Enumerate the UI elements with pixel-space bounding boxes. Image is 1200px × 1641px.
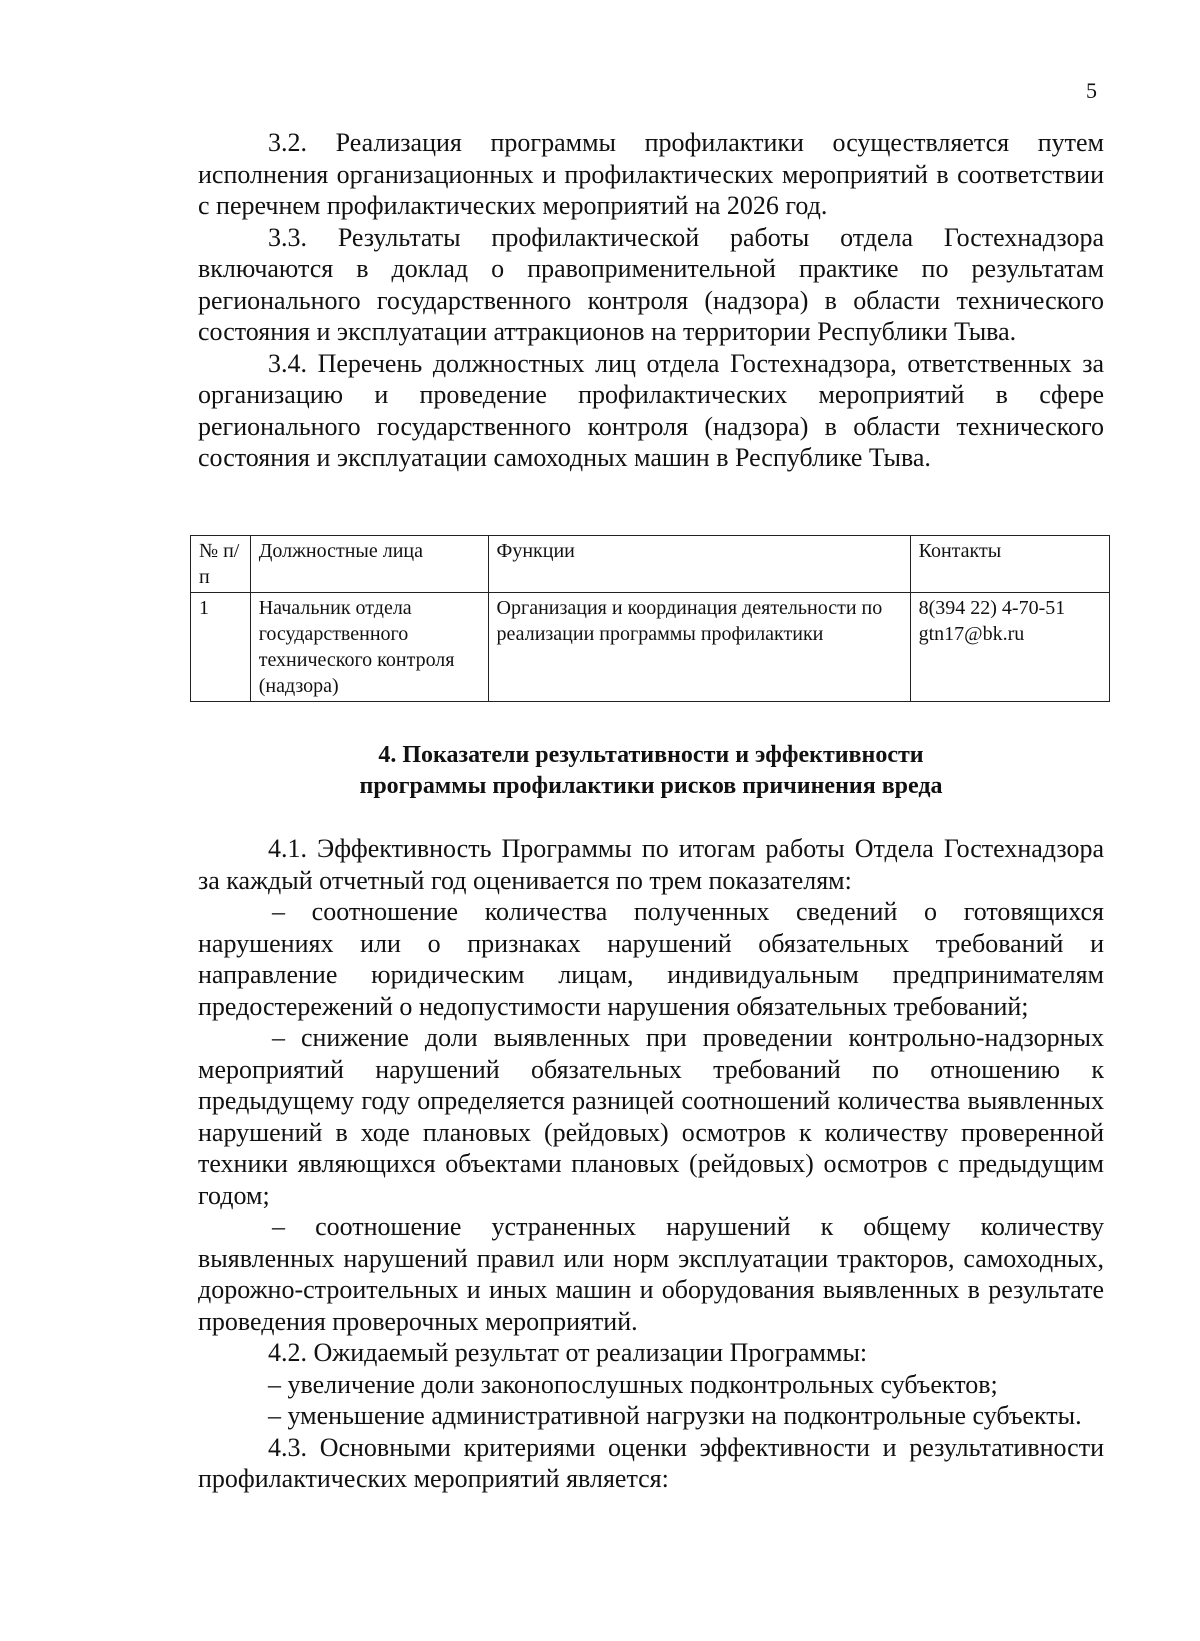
header-number: № п/п: [191, 536, 251, 593]
header-contacts: Контакты: [910, 536, 1109, 593]
cell-position: Начальник отдела государственного технического контроля (надзора): [250, 593, 488, 702]
contact-phone: 8(394 22) 4-70-51: [918, 597, 1066, 619]
paragraph-4-3: 4.3. Основными критериями оценки эффективности и результативности профилактических мероприятий является:: [198, 1432, 1104, 1493]
page-number: 5: [1086, 78, 1097, 103]
paragraph-3-2: 3.2. Реализация программы профилактики осуществляется путем исполнения организационных и профилактических мероприятий в соответствии с перечнем профилактических мероприятий на 2026 год.: [198, 128, 1104, 220]
section-4-heading: [198, 740, 1104, 802]
paragraph-4-2: 4.2. Ожидаемый результат от реализации Программы:: [268, 1338, 868, 1367]
heading-line-1: 4. Показатели результативности и эффективности: [378, 742, 924, 768]
section-4-text: [198, 833, 1104, 1495]
expected-result-item-1: – увеличение доли законопослушных подконтрольных субъектов;: [268, 1369, 998, 1399]
paragraph-4-1: 4.1. Эффективность Программы по итогам работы Отдела Гостехнадзора за каждый отчетный год оценивается по трем показателям:: [198, 834, 1104, 895]
cell-number: 1: [191, 593, 251, 702]
responsible-officials-table: [190, 535, 1110, 702]
header-position: Должностные лица: [250, 536, 488, 593]
section-3-text: [198, 127, 1104, 474]
header-functions: Функции: [488, 536, 910, 593]
heading-line-2: программы профилактики рисков причинения вреда: [359, 773, 943, 799]
indicator-item-1: – соотношение количества полученных сведений о готовящихся нарушениях или о признаках нарушений обязательных требований и направление юридическим лицам, индивидуальным предпринимателям предостережений о недопустимости нарушения обязательных требований;: [198, 897, 1104, 1021]
paragraph-3-3: 3.3. Результаты профилактической работы отдела Гостехнадзора включаются в доклад о правоприменительной практике по результатам регионального государственного контроля (надзора) в области технического состояния и эксплуатации аттракционов на территории Республики Тыва.: [198, 222, 1104, 346]
contact-email: gtn17@bk.ru: [918, 623, 1025, 645]
expected-result-item-2: – уменьшение административной нагрузки на подконтрольные субъекты.: [268, 1401, 1082, 1430]
table-row: [191, 593, 1110, 702]
cell-contacts: [910, 593, 1109, 702]
indicator-item-3: – соотношение устраненных нарушений к общему количеству выявленных нарушений правил или норм эксплуатации тракторов, самоходных, дорожно-строительных и иных машин и оборудования выявленных в результате проведения проверочных мероприятий.: [198, 1212, 1104, 1336]
table-header-row: [191, 536, 1110, 593]
paragraph-3-4: 3.4. Перечень должностных лиц отдела Гостехнадзора, ответственных за организацию и проведение профилактических мероприятий в сфере регионального государственного контроля (надзора) в области технического состояния и эксплуатации самоходных машин в Республике Тыва.: [198, 348, 1104, 472]
cell-functions: Организация и координация деятельности по реализации программы профилактики: [488, 593, 910, 702]
indicator-item-2: – снижение доли выявленных при проведении контрольно-надзорных мероприятий нарушений обязательных требований по отношению к предыдущему году определяется разницей соотношений количества выявленных нарушений в ходе плановых (рейдовых) осмотров к количеству проверенной техники являющихся объектами плановых (рейдовых) осмотров с предыдущим годом;: [198, 1023, 1104, 1210]
